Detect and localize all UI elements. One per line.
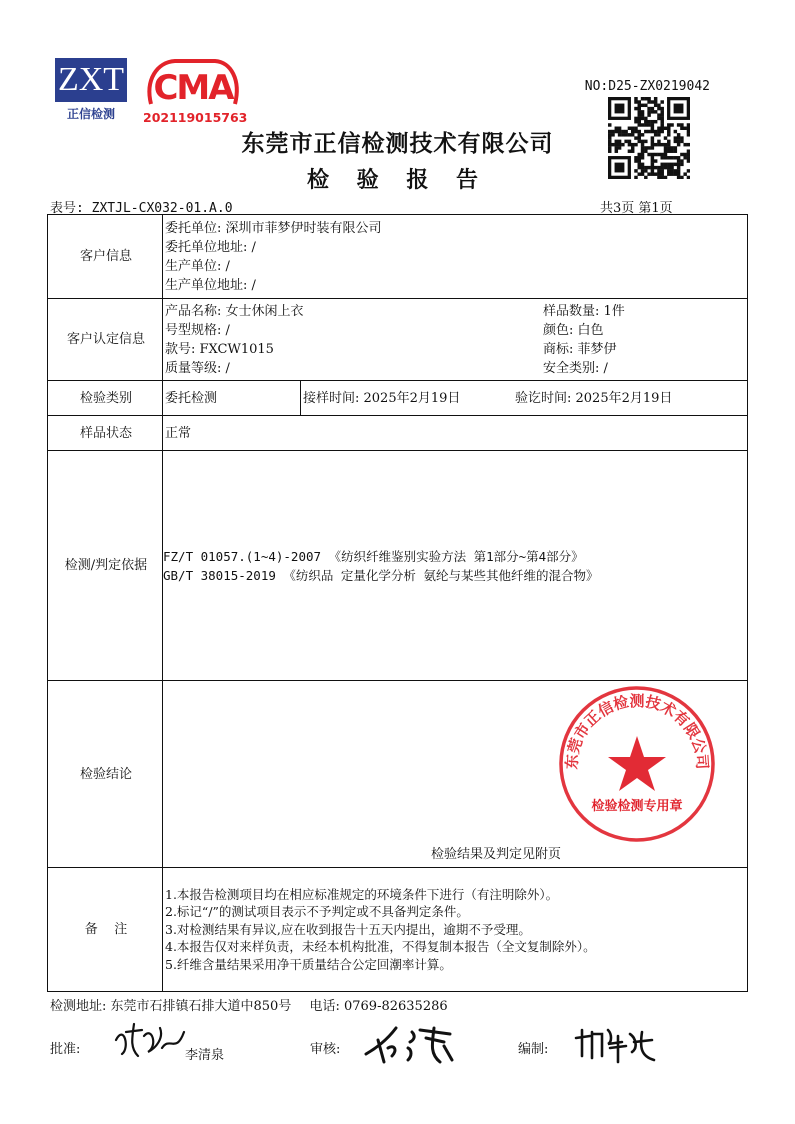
brand: 商标: 菲梦伊 [543, 341, 617, 357]
style-number: 款号: FXCW1015 [165, 341, 274, 357]
cma-mark-icon [143, 56, 243, 110]
remarks-row [48, 868, 748, 992]
cma-number: 202119015763 [143, 110, 248, 125]
inspection-type-value: 委托检测 [163, 381, 301, 416]
inspection-type-row [48, 381, 748, 416]
quality-grade: 质量等级: / [165, 360, 230, 376]
complete-date: 验讫时间: 2025年2月19日 [515, 390, 673, 406]
reviewer-signature-icon [360, 1020, 460, 1066]
approve-label: 批准: [50, 1042, 81, 1057]
conclusion-text: 检验结果及判定见附页 [431, 847, 562, 862]
basis-standard-1: FZ/T 01057.(1~4)-2007 《纺织纤维鉴别实验方法 第1部分~第4部分》 [163, 548, 584, 564]
review-label: 审核: [310, 1042, 341, 1057]
client-info-row [48, 215, 748, 299]
report-title: 检 验 报 告 [307, 167, 488, 193]
basis-cell [163, 451, 748, 681]
stamp-bottom-text: 检验检测专用章 [591, 799, 683, 814]
sample-info-cell [163, 299, 748, 381]
basis-label: 检测/判定依据 [48, 451, 163, 681]
sample-state-row [48, 416, 748, 451]
stamp-arc-text: 东莞市正信检测技术有限公司 [562, 692, 712, 770]
client-name: 委托单位: 深圳市菲梦伊时装有限公司 [165, 220, 382, 236]
receive-date: 接样时间: 2025年2月19日 [303, 390, 461, 406]
lab-phone: 电话: 0769-82635286 [309, 999, 448, 1014]
report-table [47, 214, 748, 992]
report-number: NO:D25-ZX0219042 [584, 79, 710, 94]
client-address: 委托单位地址: / [165, 239, 256, 255]
zxt-logo [55, 58, 127, 120]
inspection-dates [301, 381, 748, 416]
sample-quantity: 样品数量: 1件 [543, 303, 625, 319]
color: 颜色: 白色 [543, 322, 604, 338]
approver-name: 李清泉 [185, 1048, 225, 1063]
approver-signature [112, 1018, 188, 1060]
client-info-cell [163, 215, 748, 299]
edit-label: 编制: [518, 1042, 549, 1057]
basis-standard-2: GB/T 38015-2019 《纺织品 定量化学分析 氨纶与某些其他纤维的混合物》 [163, 567, 599, 583]
remarks-label: 备 注 [48, 868, 163, 992]
zxt-logo-mark: ZXT [55, 58, 127, 102]
company-name: 东莞市正信检测技术有限公司 [241, 130, 554, 157]
official-stamp [557, 684, 717, 844]
conclusion-label: 检验结论 [48, 681, 163, 868]
cma-logo [143, 56, 248, 126]
client-info-label: 客户信息 [48, 215, 163, 299]
editor-signature [572, 1022, 656, 1064]
remark-3: 3.对检测结果有异议,应在收到报告十五天内提出，逾期不予受理。 [165, 921, 531, 937]
basis-row [48, 451, 748, 681]
sample-info-label: 客户认定信息 [48, 299, 163, 381]
sample-info-row [48, 299, 748, 381]
remarks-cell [163, 868, 748, 992]
sample-state-value: 正常 [163, 416, 748, 451]
remark-4: 4.本报告仅对来样负责，未经本机构批准，不得复制本报告（全文复制除外）。 [165, 939, 596, 955]
lab-address: 检测地址: 东莞市石排镇石排大道中850号 [50, 999, 292, 1014]
remark-1: 1.本报告检测项目均在相应标准规定的环境条件下进行（有注明除外）。 [165, 886, 559, 902]
safety-category: 安全类别: / [543, 360, 608, 376]
footer-address-line [50, 995, 448, 1014]
remark-5: 5.纤维含量结果采用净干质量结合公定回潮率计算。 [165, 956, 452, 972]
stamp-star-icon [608, 736, 666, 791]
remark-2: 2.标记“/”的测试项目表示不予判定或不具备判定条件。 [165, 904, 469, 920]
approver-signature-icon [112, 1018, 188, 1060]
producer-name: 生产单位: / [165, 258, 230, 274]
size-spec: 号型规格: / [165, 322, 230, 338]
reviewer-signature [360, 1020, 460, 1066]
inspection-type-label: 检验类别 [48, 381, 163, 416]
sample-state-label: 样品状态 [48, 416, 163, 451]
product-name: 产品名称: 女士休闲上衣 [165, 303, 304, 319]
form-number: 表号: ZXTJL-CX032-01.A.0 [50, 201, 233, 216]
zxt-logo-caption: 正信检测 [66, 107, 115, 121]
producer-address: 生产单位地址: / [165, 277, 256, 293]
editor-signature-icon [572, 1022, 656, 1064]
svg-text:CMA: CMA [153, 68, 233, 108]
page-info: 共3页 第1页 [600, 201, 673, 216]
